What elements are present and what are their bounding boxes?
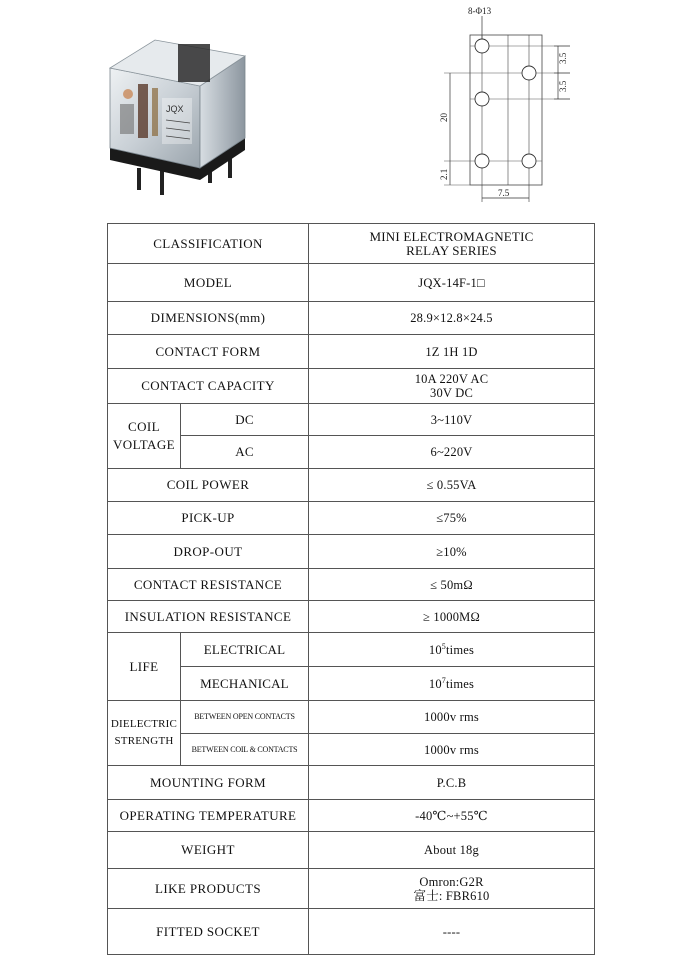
dim-right-top: 3.5 (558, 52, 568, 64)
life-electrical-value (309, 633, 595, 667)
life-electrical-label: ELECTRICAL (181, 633, 309, 667)
life-mechanical-value (309, 667, 595, 701)
spec-row-coil-voltage-dc (108, 404, 595, 436)
coil-power-value: ≤ 0.55VA (309, 469, 595, 502)
coil-voltage-label (108, 404, 181, 469)
drop-out-label: DROP-OUT (108, 535, 309, 569)
relay-brand-text: JQX (166, 104, 184, 114)
classification-label: CLASSIFICATION (108, 224, 309, 264)
pick-up-value: ≤75% (309, 502, 595, 535)
fitted-socket-label: FITTED SOCKET (108, 909, 309, 955)
pin-hole (475, 154, 489, 168)
fitted-socket-value: ---- (309, 909, 595, 955)
life-mechanical-exponent: 7 (441, 675, 446, 685)
spec-row-drop-out (108, 535, 595, 569)
pick-up-label: PICK-UP (108, 502, 309, 535)
spec-row-weight (108, 832, 595, 869)
model-label: MODEL (108, 264, 309, 302)
coil-voltage-ac-value: 6~220V (309, 436, 595, 469)
pin-layout-diagram (430, 2, 580, 207)
coil-voltage-label-line2: VOLTAGE (113, 437, 175, 452)
pin-hole (475, 92, 489, 106)
weight-label: WEIGHT (108, 832, 309, 869)
dielectric-label-line2: STRENGTH (114, 735, 174, 747)
life-mechanical-label: MECHANICAL (181, 667, 309, 701)
spec-row-pick-up (108, 502, 595, 535)
operating-temperature-label: OPERATING TEMPERATURE (108, 800, 309, 832)
pin-hole (522, 66, 536, 80)
like-products-line1: Omron:G2R (419, 874, 484, 889)
spec-row-classification (108, 224, 595, 264)
contact-capacity-line2: 30V DC (430, 386, 473, 400)
coil-voltage-dc-label: DC (181, 404, 309, 436)
classification-value-line1: MINI ELECTROMAGNETIC (369, 228, 534, 244)
coil-power-label: COIL POWER (108, 469, 309, 502)
spec-row-contact-form (108, 335, 595, 369)
contact-form-value: 1Z 1H 1D (309, 335, 595, 369)
coil-voltage-ac-label: AC (181, 436, 309, 469)
operating-temperature-value: -40℃~+55℃ (309, 800, 595, 832)
dim-right-bottom: 3.5 (558, 80, 568, 92)
spec-row-dielectric-coil (108, 734, 595, 766)
spec-row-mounting-form (108, 766, 595, 800)
spec-row-contact-resistance (108, 569, 595, 601)
spec-table (107, 223, 595, 955)
pin-hole (475, 39, 489, 53)
coil-voltage-label-line1: COIL (128, 419, 160, 434)
life-electrical-unit: times (446, 642, 475, 657)
weight-value: About 18g (309, 832, 595, 869)
like-products-line2: 富士: FBR610 (413, 888, 490, 903)
like-products-label: LIKE PRODUCTS (108, 869, 309, 909)
dielectric-label-line1: DIELECTRIC (110, 718, 178, 730)
dim-left-height: 20 (439, 113, 449, 122)
spec-row-life-mechanical (108, 667, 595, 701)
life-mechanical-base: 10 (428, 676, 442, 691)
life-electrical-base: 10 (428, 642, 442, 657)
contact-resistance-value: ≤ 50mΩ (309, 569, 595, 601)
contact-capacity-label: CONTACT CAPACITY (108, 369, 309, 404)
dim-bottom-width: 7.5 (498, 188, 510, 198)
insulation-resistance-label: INSULATION RESISTANCE (108, 601, 309, 633)
spec-row-life-electrical (108, 633, 595, 667)
spec-row-fitted-socket (108, 909, 595, 955)
spec-row-dimensions (108, 302, 595, 335)
dimensions-value: 28.9×12.8×24.5 (309, 302, 595, 335)
contact-capacity-value (309, 369, 595, 404)
life-mechanical-unit: times (446, 676, 475, 691)
mounting-form-label: MOUNTING FORM (108, 766, 309, 800)
contact-capacity-line1: 10A 220V AC (414, 372, 489, 386)
mounting-form-value: P.C.B (309, 766, 595, 800)
dielectric-open-label: BETWEEN OPEN CONTACTS (181, 701, 309, 734)
dielectric-open-value: 1000v rms (309, 701, 595, 734)
contact-resistance-label: CONTACT RESISTANCE (108, 569, 309, 601)
hole-count-label: 8-Φ13 (468, 6, 492, 16)
classification-value (309, 224, 595, 264)
spec-row-insulation-resistance (108, 601, 595, 633)
insulation-resistance-value: ≥ 1000MΩ (309, 601, 595, 633)
like-products-value (309, 869, 595, 909)
dielectric-strength-label (108, 701, 181, 766)
life-label: LIFE (108, 633, 181, 701)
dielectric-coil-label: BETWEEN COIL & CONTACTS (181, 734, 309, 766)
dim-left-bottom: 2.1 (439, 168, 449, 180)
spec-row-model (108, 264, 595, 302)
dimensions-label: DIMENSIONS(mm) (108, 302, 309, 335)
dielectric-coil-value: 1000v rms (309, 734, 595, 766)
pin-hole (522, 154, 536, 168)
drop-out-value: ≥10% (309, 535, 595, 569)
spec-row-like-products (108, 869, 595, 909)
spec-row-coil-power (108, 469, 595, 502)
spec-row-coil-voltage-ac (108, 436, 595, 469)
coil-voltage-dc-value: 3~110V (309, 404, 595, 436)
classification-value-line2: RELAY SERIES (406, 242, 497, 258)
pin-holes (475, 39, 536, 168)
spec-row-operating-temperature (108, 800, 595, 832)
contact-form-label: CONTACT FORM (108, 335, 309, 369)
model-value: JQX-14F-1□ (309, 264, 595, 302)
spec-row-dielectric-open (108, 701, 595, 734)
relay-photo (100, 28, 250, 198)
life-electrical-exponent: 5 (441, 641, 446, 651)
spec-row-contact-capacity (108, 369, 595, 404)
